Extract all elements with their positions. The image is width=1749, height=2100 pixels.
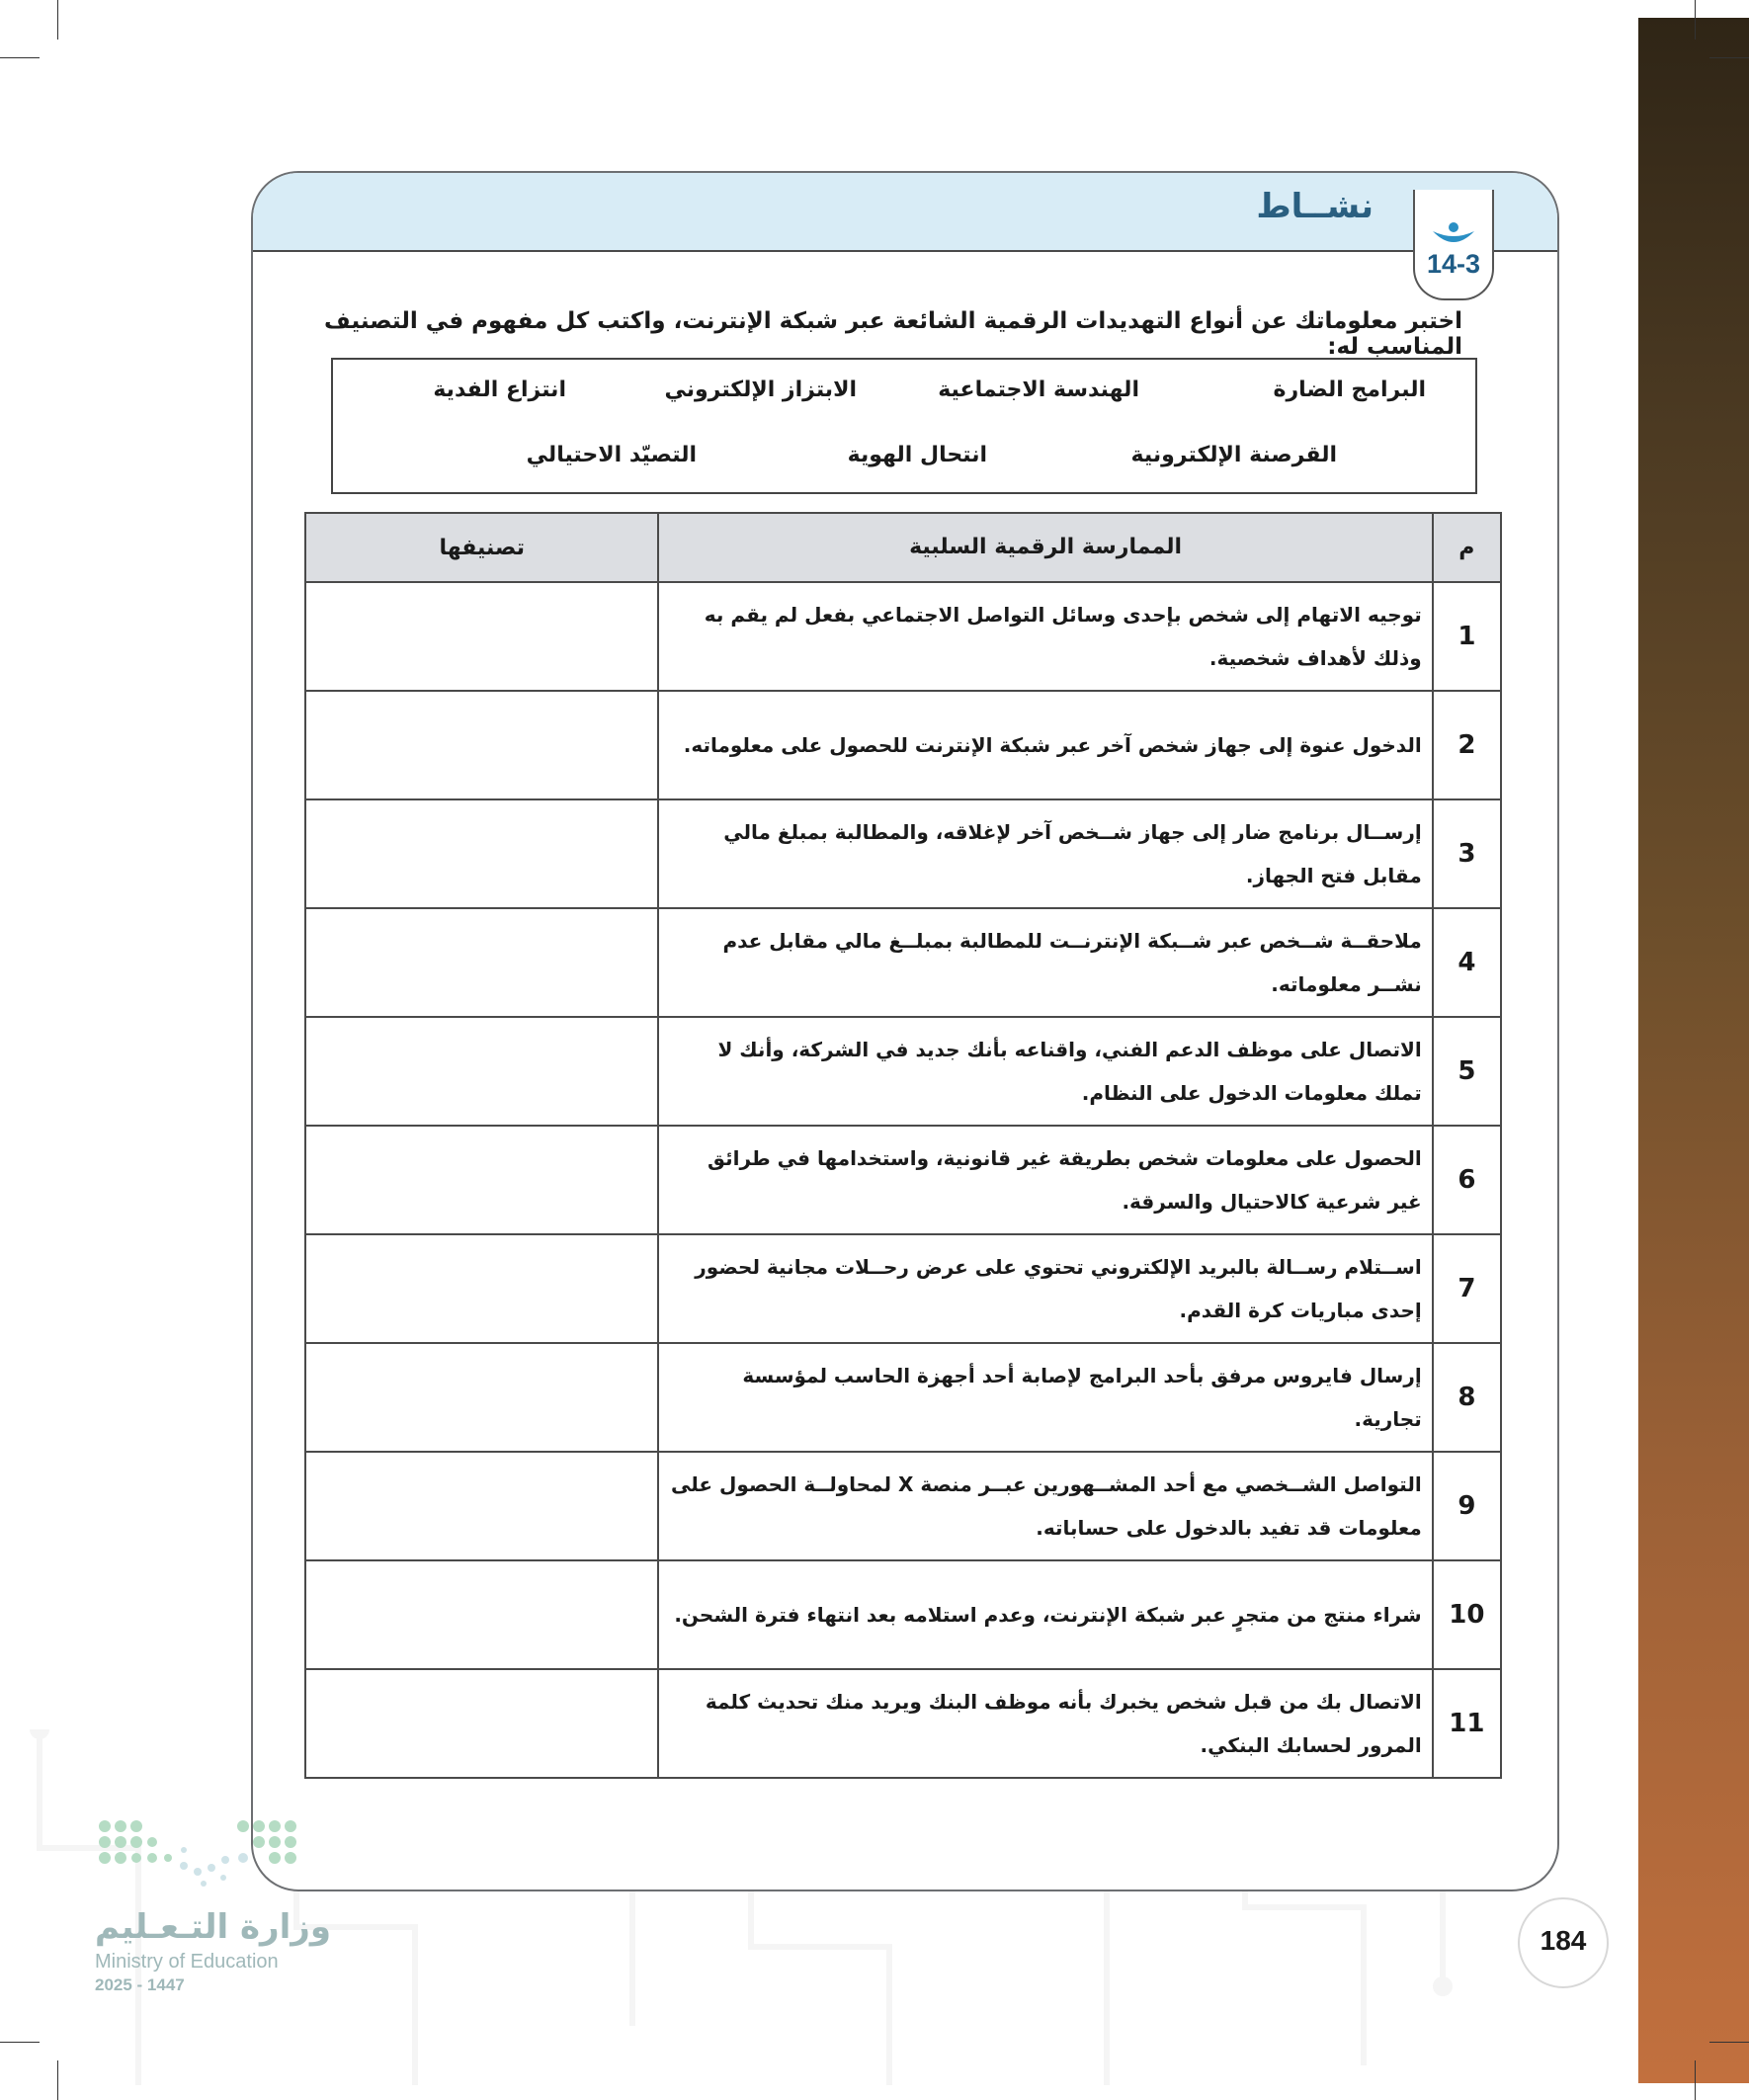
header-practice: الممارسة الرقمية السلبية — [658, 513, 1432, 582]
row-practice: إرسال فايروس مرفق بأحد البرامج لإصابة أحد أجهزة الحاسب لمؤسسة تجارية. — [658, 1343, 1432, 1452]
row-number: 1 — [1433, 582, 1501, 691]
table-row — [305, 1452, 1501, 1560]
row-practice: الحصول على معلومات شخص بطريقة غير قانونية، واستخدامها في طرائق غير شرعية كالاحتيال والسرقة. — [658, 1126, 1432, 1234]
row-practice: توجيه الاتهام إلى شخص بإحدى وسائل التواصل الاجتماعي بفعل لم يقم به وذلك لأهداف شخصية. — [658, 582, 1432, 691]
header-classification: تصنيفها — [305, 513, 658, 582]
ministry-dots-icon — [95, 1816, 312, 1895]
row-practice: الاتصال على موظف الدعم الفني، واقناعه بأنك جديد في الشركة، وأنك لا تملك معلومات الدخول على النظام. — [658, 1017, 1432, 1126]
row-practice: التواصل الشــخصي مع أحد المشــهورين عبــر منصة X لمحاولــة الحصول على معلومات قد تفيد بالدخول على حساباته. — [658, 1452, 1432, 1560]
row-practice: إرســال برنامج ضار إلى جهاز شــخص آخر لإغلاقه، والمطالبة بمبلغ مالي مقابل فتح الجهاز. — [658, 799, 1432, 908]
row-number: 4 — [1433, 908, 1501, 1017]
table-row — [305, 691, 1501, 799]
activity-badge — [1413, 190, 1494, 300]
practices-table — [304, 512, 1502, 1779]
crop-mark — [1709, 2042, 1749, 2043]
classification-answer-cell[interactable] — [305, 1452, 658, 1560]
classification-answer-cell[interactable] — [305, 1669, 658, 1778]
table-row — [305, 1234, 1501, 1343]
table-row — [305, 1017, 1501, 1126]
crop-mark — [1695, 0, 1696, 40]
term-item: القرصنة الإلكترونية — [1130, 443, 1337, 467]
table-header-row — [305, 513, 1501, 582]
classification-answer-cell[interactable] — [305, 908, 658, 1017]
row-number: 9 — [1433, 1452, 1501, 1560]
classification-answer-cell[interactable] — [305, 582, 658, 691]
row-number: 7 — [1433, 1234, 1501, 1343]
ministry-name-ar: وزارة التـعـليم — [95, 1907, 331, 1947]
classification-answer-cell[interactable] — [305, 1560, 658, 1669]
terms-box — [331, 358, 1477, 494]
classification-answer-cell[interactable] — [305, 1017, 658, 1126]
row-number: 5 — [1433, 1017, 1501, 1126]
table-row — [305, 1669, 1501, 1778]
ministry-name-en: Ministry of Education — [95, 1951, 279, 1973]
header-num: م — [1433, 513, 1501, 582]
term-item: انتحال الهوية — [847, 443, 987, 467]
row-practice: الاتصال بك من قبل شخص يخبرك بأنه موظف البنك ويريد منك تحديث كلمة المرور لحسابك البنكي. — [658, 1669, 1432, 1778]
row-number: 8 — [1433, 1343, 1501, 1452]
term-item: الهندسة الاجتماعية — [938, 378, 1139, 402]
table-row — [305, 908, 1501, 1017]
classification-answer-cell[interactable] — [305, 1343, 658, 1452]
table-row — [305, 799, 1501, 908]
term-item: الابتزاز الإلكتروني — [664, 378, 857, 402]
crop-mark — [1709, 57, 1749, 58]
row-number: 10 — [1433, 1560, 1501, 1669]
row-number: 11 — [1433, 1669, 1501, 1778]
classification-answer-cell[interactable] — [305, 691, 658, 799]
activity-instruction: اختبر معلوماتك عن أنواع التهديدات الرقمية الشائعة عبر شبكة الإنترنت، واكتب كل مفهوم في التصنيف المناسب له: — [324, 308, 1462, 360]
crop-mark — [1695, 2060, 1696, 2100]
row-practice: ملاحقــة شــخص عبر شــبكة الإنترنــت للمطالبة بمبلــغ مالي مقابل عدم نشــر معلوماته. — [658, 908, 1432, 1017]
table-row — [305, 582, 1501, 691]
page-number: 184 — [1518, 1897, 1609, 1988]
activity-title: نشــاط — [1256, 187, 1374, 226]
row-number: 2 — [1433, 691, 1501, 799]
row-practice: اســتلام رســالة بالبريد الإلكتروني تحتوي على عرض رحــلات مجانية لحضور إحدى مباريات كرة القدم. — [658, 1234, 1432, 1343]
ministry-year: 2025 - 1447 — [95, 1975, 185, 1994]
table-row — [305, 1126, 1501, 1234]
row-number: 3 — [1433, 799, 1501, 908]
classification-answer-cell[interactable] — [305, 1234, 658, 1343]
table-row — [305, 1343, 1501, 1452]
activity-number: 14-3 — [1426, 249, 1481, 279]
ministry-logo — [95, 1816, 332, 1995]
row-practice: شراء منتج من متجرٍ عبر شبكة الإنترنت، وعدم استلامه بعد انتهاء فترة الشحن. — [658, 1560, 1432, 1669]
side-decoration-bar — [1638, 18, 1749, 2083]
term-item: التصيّد الاحتيالي — [526, 443, 697, 467]
book-hands-icon — [1431, 221, 1476, 247]
classification-answer-cell[interactable] — [305, 1126, 658, 1234]
crop-mark — [0, 57, 40, 58]
classification-answer-cell[interactable] — [305, 799, 658, 908]
table-row — [305, 1560, 1501, 1669]
activity-header — [253, 173, 1557, 252]
term-item: انتزاع الفدية — [433, 378, 566, 402]
crop-mark — [57, 0, 58, 40]
term-item: البرامج الضارة — [1273, 378, 1426, 402]
row-practice: الدخول عنوة إلى جهاز شخص آخر عبر شبكة الإنترنت للحصول على معلوماته. — [658, 691, 1432, 799]
row-number: 6 — [1433, 1126, 1501, 1234]
